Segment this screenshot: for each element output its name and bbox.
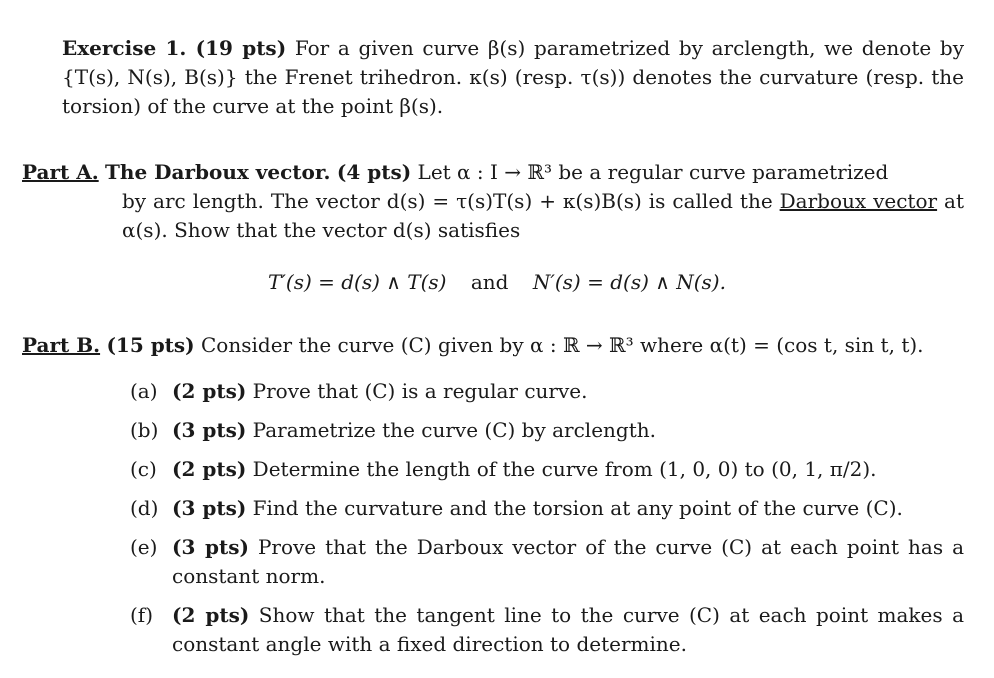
darboux-vector-term: Darboux vector [779, 189, 938, 213]
item-points: (3 pts) [172, 496, 247, 520]
exercise-text: For a given curve β(s) parametrized by arclength, we denote by {T(s), N(s), B(s)} the Frenet trihedron. κ(s) (resp. τ(s)) denotes the curvature (resp. the torsion) of the curve at the point β(s). [62, 36, 964, 118]
exercise-heading: Exercise 1. (19 pts) [62, 36, 287, 60]
part-a-section [22, 158, 964, 245]
darboux-equation [0, 268, 994, 297]
list-item [130, 601, 964, 659]
part-a-text-before-link: by arc length. The vector d(s) = τ(s)T(s) + κ(s)B(s) is called the [122, 189, 773, 213]
part-a-label: Part A. [22, 160, 99, 184]
list-item [130, 533, 964, 591]
item-label: (d) [130, 496, 159, 520]
item-text: Prove that the Darboux vector of the curve (C) at each point has a constant norm. [172, 535, 965, 588]
part-a-heading: The Darboux vector. [105, 160, 331, 184]
part-a-body [122, 187, 964, 245]
list-item [130, 494, 964, 523]
equation-right: N′(s) = d(s) ∧ N(s). [532, 270, 726, 294]
item-text: Determine the length of the curve from (1, 0, 0) to (0, 1, π/2). [252, 457, 877, 481]
exercise-paragraph [62, 34, 964, 121]
item-label: (f) [130, 603, 154, 627]
item-points: (3 pts) [172, 418, 247, 442]
list-item [130, 377, 964, 406]
part-b-points: (15 pts) [106, 333, 195, 357]
item-label: (e) [130, 535, 158, 559]
item-text: Find the curvature and the torsion at any point of the curve (C). [252, 496, 903, 520]
equation-left: T′(s) = d(s) ∧ T(s) [268, 270, 447, 294]
part-a-points: (4 pts) [336, 160, 412, 184]
part-b-label: Part B. [22, 333, 101, 357]
item-label: (a) [130, 379, 158, 403]
item-label: (c) [130, 457, 157, 481]
part-a-text-after-link: at α(s). Show that the vector d(s) satisfies [122, 189, 964, 242]
item-text: Parametrize the curve (C) by arclength. [252, 418, 656, 442]
part-a-line1-text: Let α : I → ℝ³ be a regular curve parametrized [417, 160, 889, 184]
part-b-section [22, 331, 964, 360]
item-text: Prove that (C) is a regular curve. [252, 379, 588, 403]
list-item [130, 416, 964, 445]
part-b-text: Consider the curve (C) given by α : ℝ → ℝ³ where α(t) = (cos t, sin t, t). [201, 333, 924, 357]
list-item [130, 455, 964, 484]
item-points: (3 pts) [172, 535, 249, 559]
equation-and: and [470, 270, 509, 294]
item-text: Show that the tangent line to the curve (C) at each point makes a constant angle with a fixed direction to determine. [172, 603, 964, 656]
part-a-first-line [22, 158, 964, 187]
part-b-item-list [130, 377, 964, 669]
item-points: (2 pts) [172, 457, 247, 481]
item-points: (2 pts) [172, 603, 250, 627]
item-points: (2 pts) [172, 379, 247, 403]
item-label: (b) [130, 418, 159, 442]
